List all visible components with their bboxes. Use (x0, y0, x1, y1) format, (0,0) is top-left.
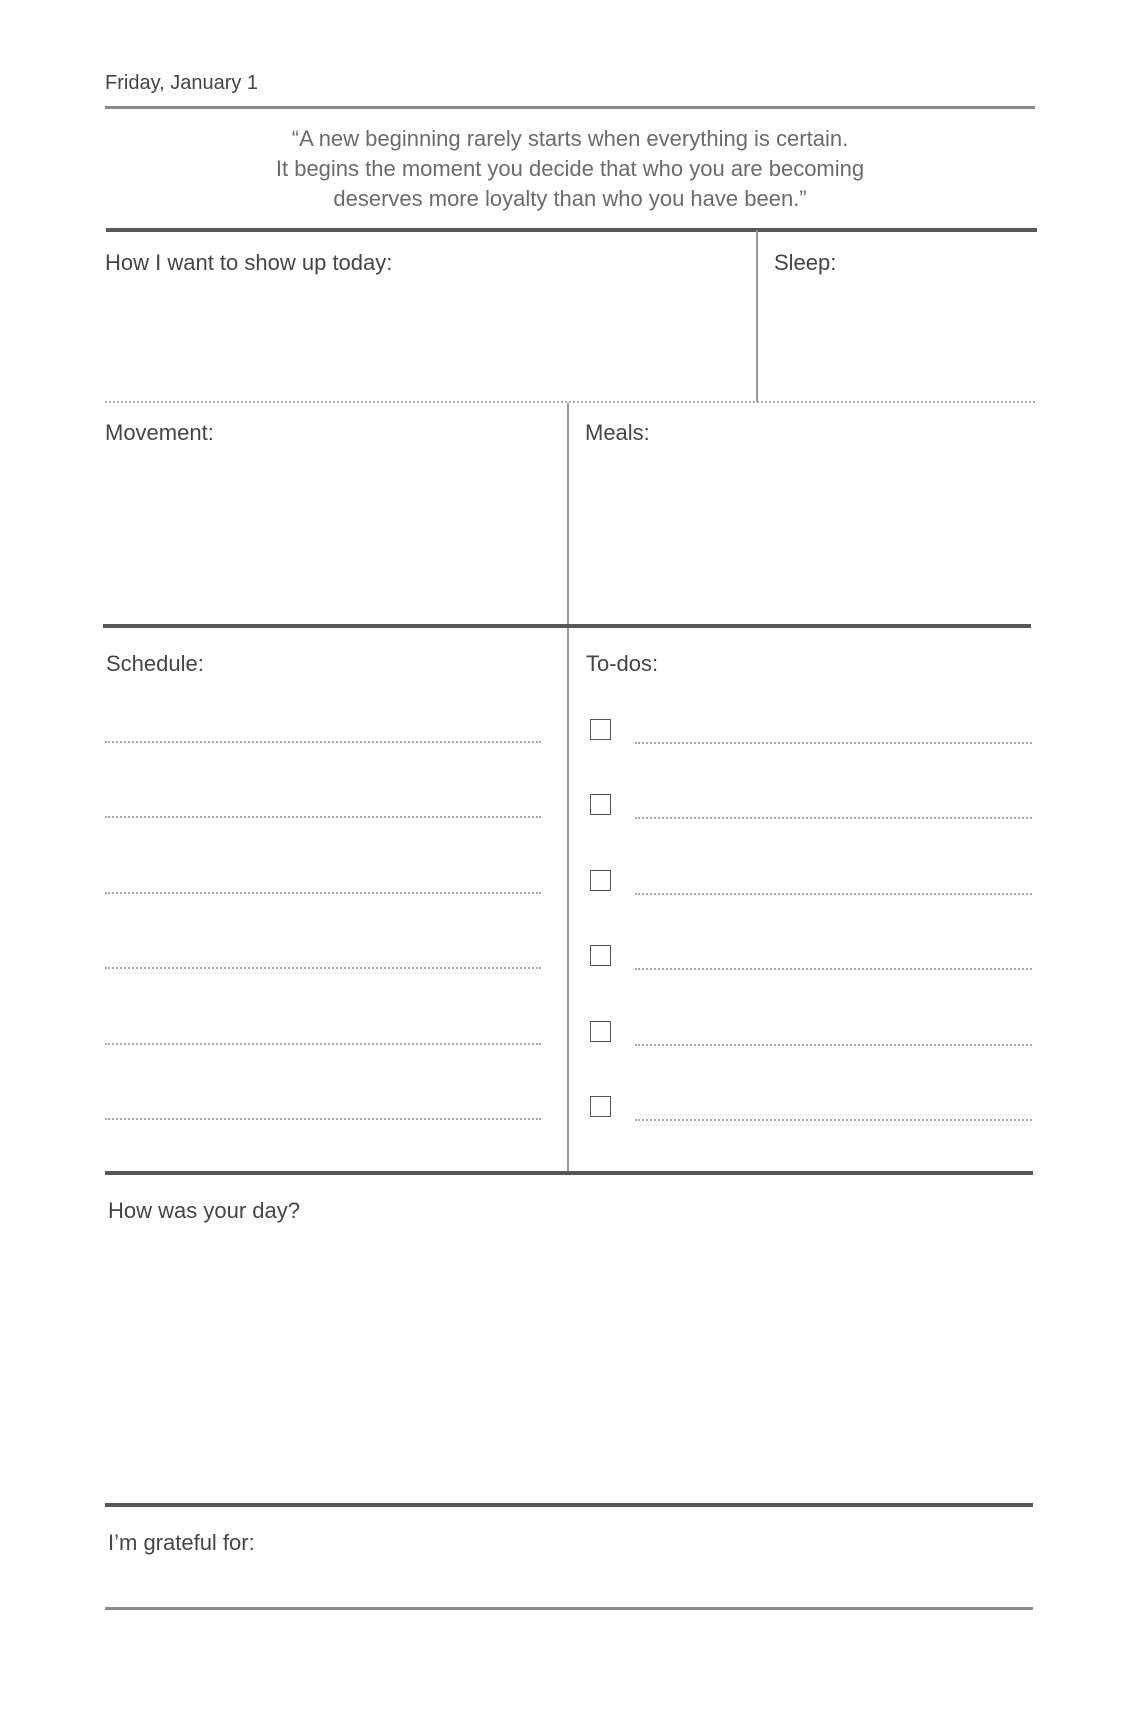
show-up-sleep-divider (756, 230, 758, 402)
movement-label: Movement: (105, 420, 214, 445)
grateful-area[interactable] (105, 1560, 1033, 1604)
movement-area[interactable] (105, 450, 560, 620)
quote-line-2: It begins the moment you decide that who you are becoming (275, 156, 865, 181)
todo-checkbox[interactable] (590, 945, 611, 966)
schedule-line[interactable] (105, 1118, 541, 1120)
schedule-label: Schedule: (106, 651, 204, 676)
show-up-divider (105, 401, 1035, 403)
meals-area[interactable] (585, 450, 1030, 620)
meals-divider (103, 624, 1031, 628)
day-review-divider (105, 1503, 1033, 1507)
daily-quote (105, 124, 1035, 214)
todo-line[interactable] (635, 1044, 1032, 1046)
schedule-line[interactable] (105, 816, 541, 818)
page-date: Friday, January 1 (105, 72, 259, 94)
grateful-label: I’m grateful for: (108, 1530, 255, 1555)
todo-checkbox[interactable] (590, 1096, 611, 1117)
schedule-line[interactable] (105, 892, 541, 894)
show-up-area[interactable] (105, 280, 750, 398)
todo-line[interactable] (635, 968, 1032, 970)
schedule-line[interactable] (105, 741, 541, 743)
day-review-label: How was your day? (108, 1198, 300, 1223)
sleep-area[interactable] (774, 280, 1029, 398)
schedule-todos-divider (105, 1171, 1033, 1175)
todo-line[interactable] (635, 742, 1032, 744)
quote-line-1: “A new beginning rarely starts when everything is certain. (291, 126, 849, 151)
header-divider (105, 106, 1035, 109)
movement-meals-divider (567, 403, 569, 1171)
quote-line-3: deserves more loyalty than who you have been.” (333, 186, 807, 211)
day-review-area[interactable] (105, 1230, 1033, 1495)
quote-divider (106, 228, 1037, 232)
todo-checkbox[interactable] (590, 1021, 611, 1042)
sleep-label: Sleep: (774, 250, 837, 275)
schedule-line[interactable] (105, 967, 541, 969)
todo-line[interactable] (635, 893, 1032, 895)
grateful-divider (105, 1607, 1033, 1610)
todo-checkbox[interactable] (590, 794, 611, 815)
todo-checkbox[interactable] (590, 870, 611, 891)
schedule-line[interactable] (105, 1043, 541, 1045)
todo-checkbox[interactable] (590, 719, 611, 740)
todo-line[interactable] (635, 817, 1032, 819)
meals-label: Meals: (585, 420, 650, 445)
show-up-label: How I want to show up today: (105, 250, 393, 275)
todo-line[interactable] (635, 1119, 1032, 1121)
todos-label: To-dos: (586, 651, 659, 676)
